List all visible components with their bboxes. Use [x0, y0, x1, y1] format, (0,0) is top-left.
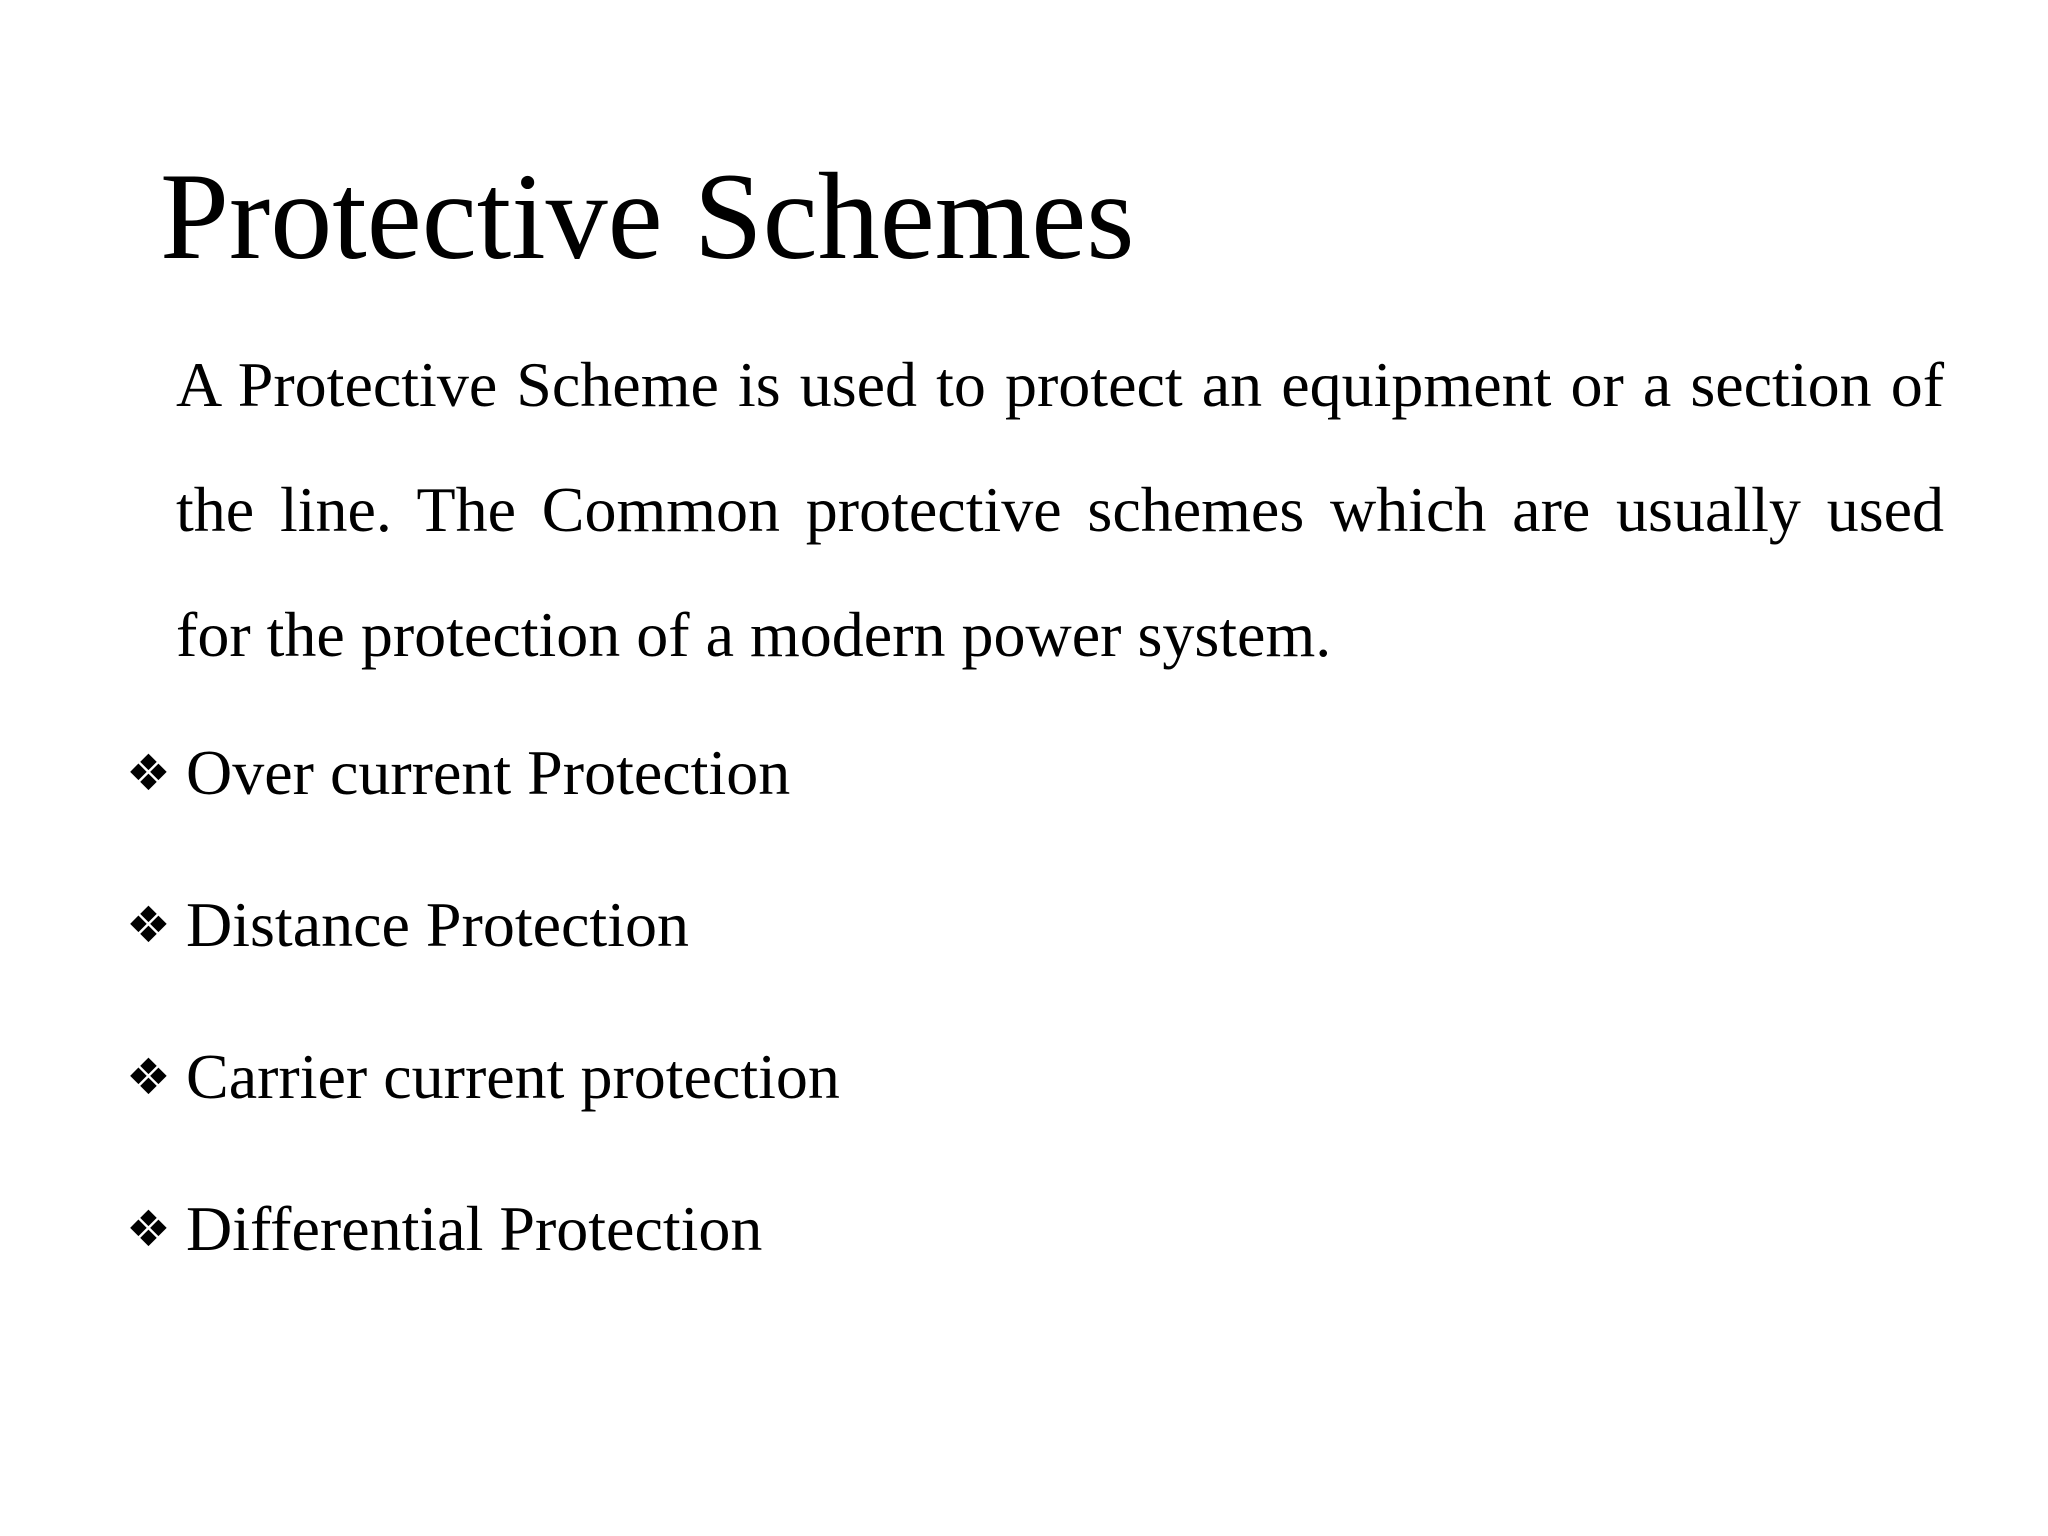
list-item-label: Over current Protection	[186, 737, 791, 808]
four-diamond-bullet-icon: ❖	[126, 744, 171, 802]
protective-schemes-list	[126, 735, 840, 1343]
list-item-label: Differential Protection	[186, 1193, 763, 1264]
list-item	[126, 1191, 840, 1267]
list-item	[126, 887, 840, 963]
four-diamond-bullet-icon: ❖	[126, 896, 171, 954]
four-diamond-bullet-icon: ❖	[126, 1200, 171, 1258]
list-item-label: Carrier current protection	[186, 1041, 840, 1112]
four-diamond-bullet-icon: ❖	[126, 1048, 171, 1106]
list-item	[126, 735, 840, 811]
slide-title: Protective Schemes	[160, 148, 1135, 285]
list-item	[126, 1039, 840, 1115]
intro-paragraph: A Protective Scheme is used to protect an equipment or a section of the line. The Common protective schemes which are usually used for the protection of a modern power system.	[176, 349, 1944, 670]
list-item-label: Distance Protection	[186, 889, 689, 960]
